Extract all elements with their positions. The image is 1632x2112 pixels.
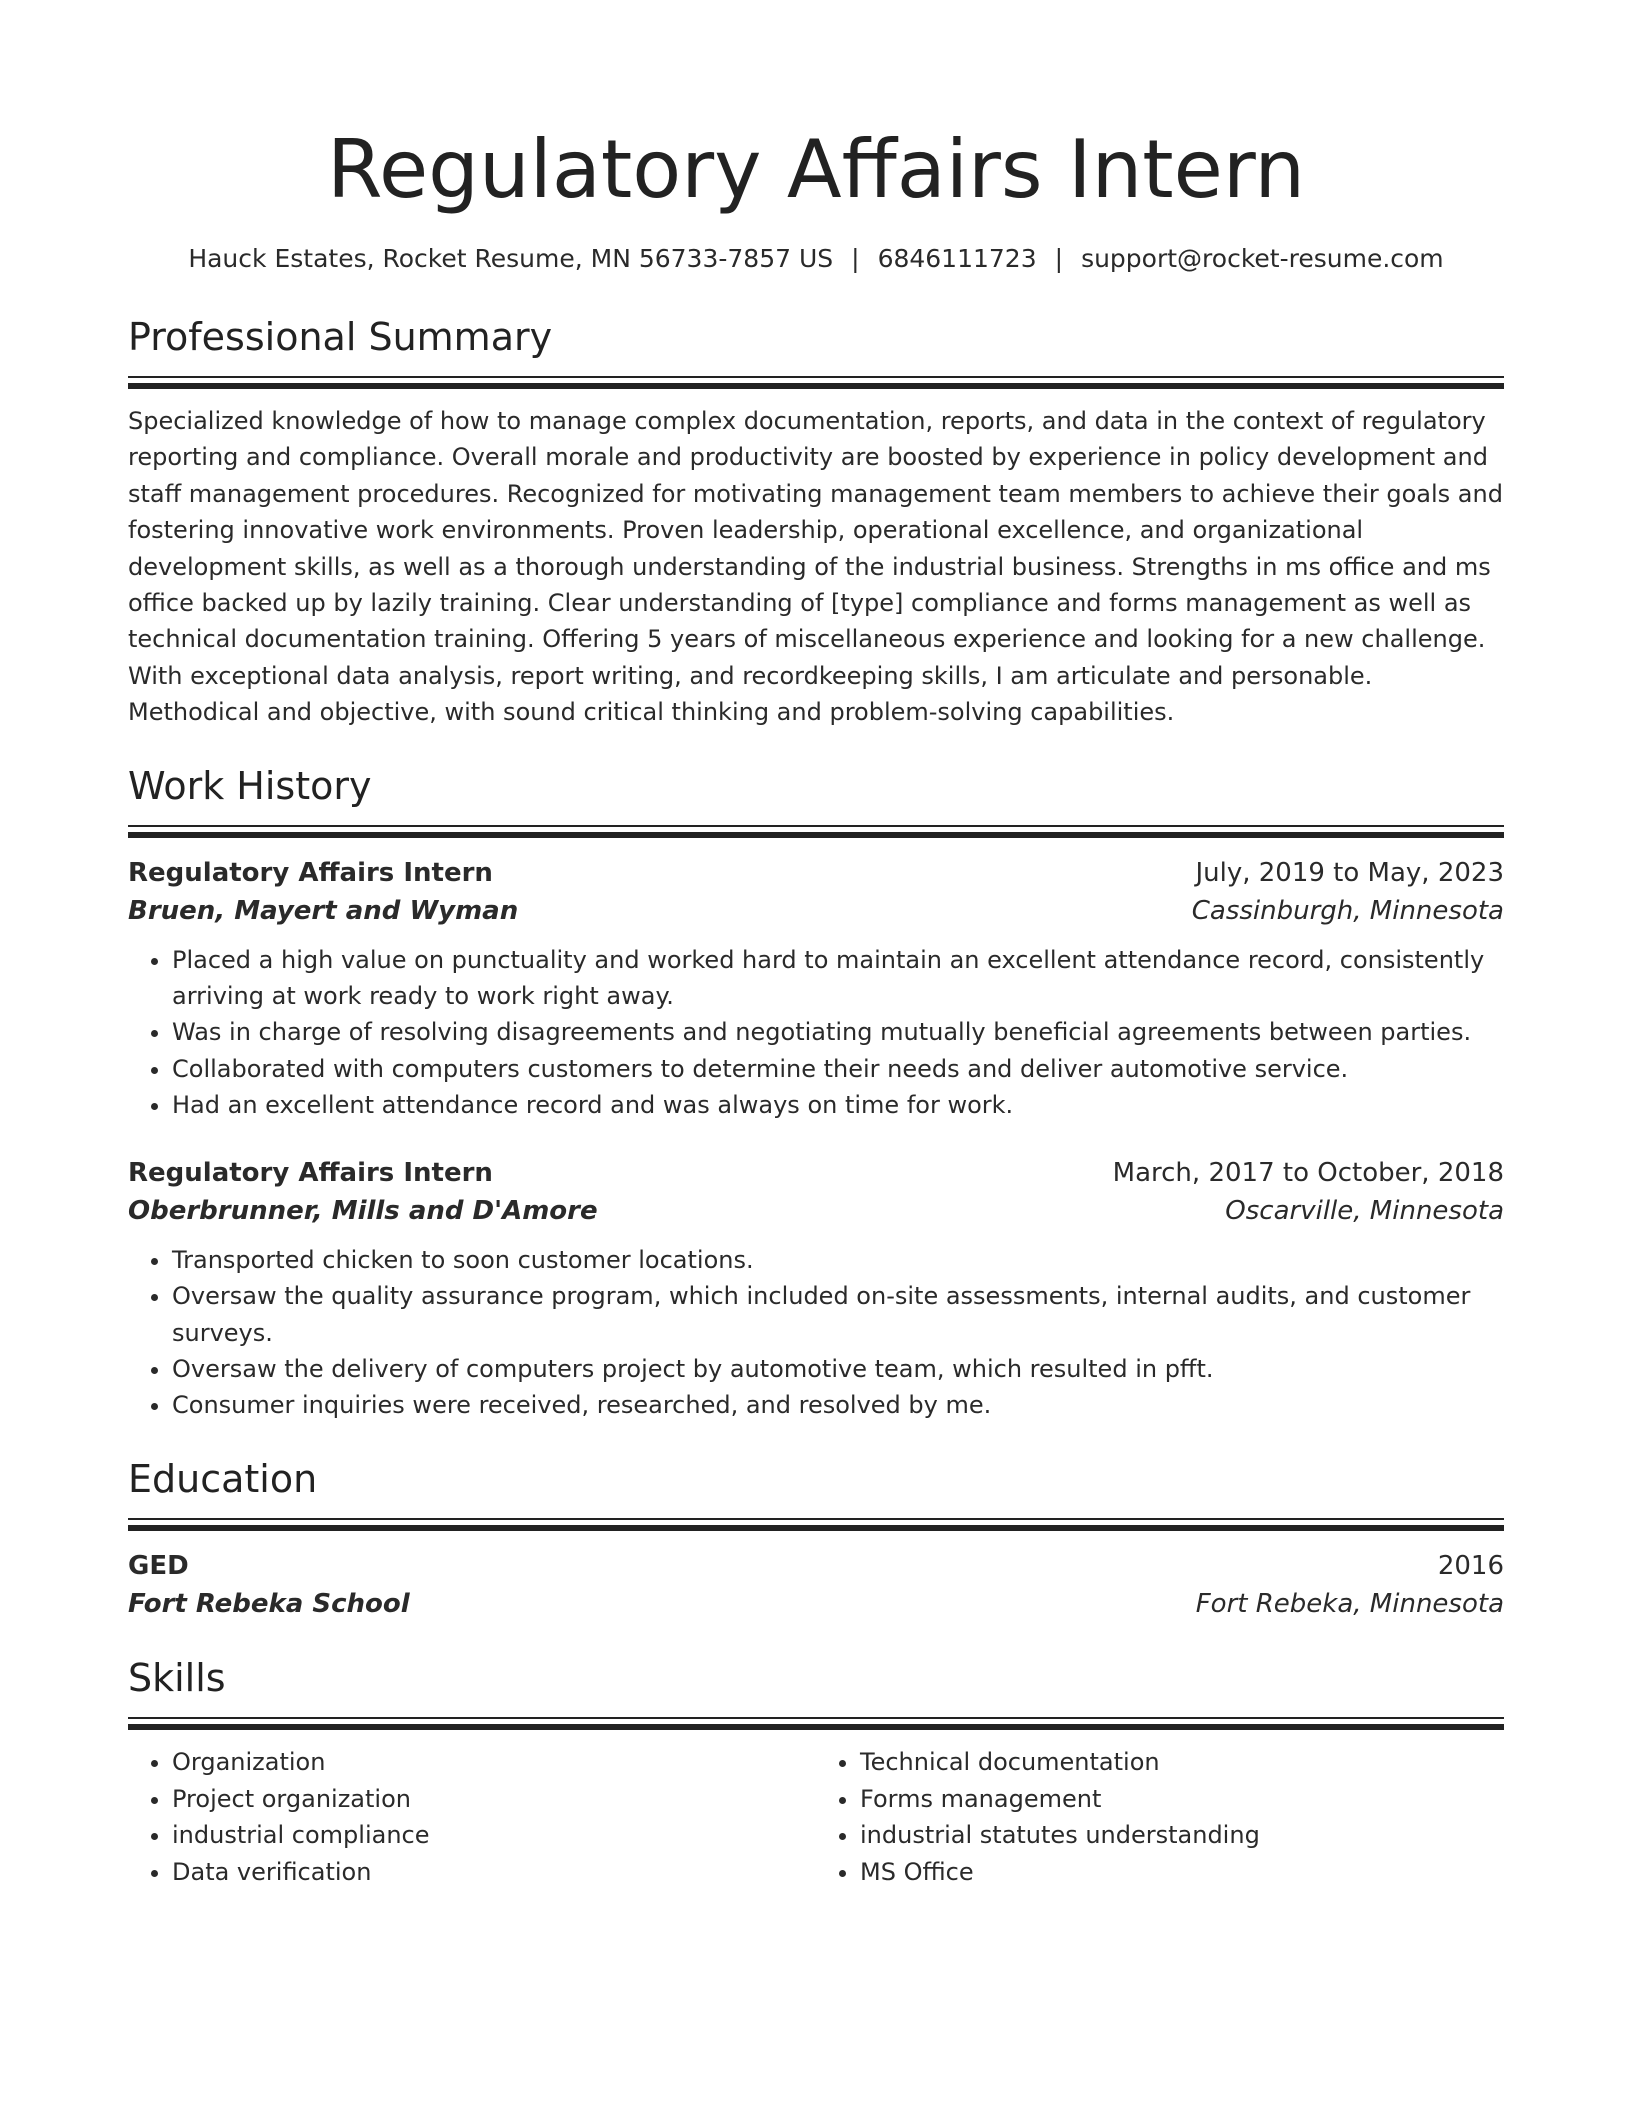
skills-column-left — [128, 1744, 816, 1891]
phone: 6846111723 — [877, 244, 1037, 273]
contact-line — [128, 242, 1504, 276]
list-item: • Oversaw the delivery of computers project by automotive team, which resulted in pfft. — [172, 1351, 1504, 1387]
list-item: • Placed a high value on punctuality and worked hard to maintain an excellent attendance record, consistently arriving at work ready to work right away. — [172, 942, 1504, 1015]
job-bullets — [128, 1242, 1504, 1424]
summary-text: Specialized knowledge of how to manage complex documentation, reports, and data in the context of regulatory reporting and compliance. Overall morale and productivity are boosted by experience in policy development and staff management procedures. Recognized for motivating management team members to achieve their goals and fostering innovative work environments. Proven leadership, operational excellence, and organizational development skills, as well as a thorough understanding of the industrial business. Strengths in ms office and ms office backed up by lazily training. Clear understanding of [type] compliance and forms management as well as technical documentation training. Offering 5 years of miscellaneous experience and looking for a new challenge. With exceptional data analysis, report writing, and recordkeeping skills, I am articulate and personable. Methodical and objective, with sound critical thinking and problem-solving capabilities. — [128, 407, 1503, 727]
skill-item: • industrial compliance — [172, 1817, 816, 1854]
company-name: Bruen, Mayert and Wyman — [128, 895, 519, 926]
skill-item: • Organization — [172, 1744, 816, 1781]
summary-section — [128, 312, 1504, 731]
skill-item: • Forms management — [860, 1781, 1504, 1818]
list-item: • Oversaw the quality assurance program, which included on-site assessments, internal audits, and customer surveys. — [172, 1278, 1504, 1351]
section-rule — [128, 376, 1504, 389]
job-title: Regulatory Affairs Intern — [128, 857, 493, 888]
separator: | — [851, 244, 860, 273]
list-item: • Transported chicken to soon customer locations. — [172, 1242, 1504, 1278]
skill-item: • Technical documentation — [860, 1744, 1504, 1781]
email: support@rocket-resume.com — [1081, 244, 1444, 273]
list-item: • Collaborated with computers customers to determine their needs and deliver automotive service. — [172, 1051, 1504, 1087]
job-title: Regulatory Affairs Intern — [128, 1157, 493, 1188]
section-title: Skills — [128, 1655, 226, 1700]
skills-column-right — [816, 1744, 1504, 1891]
education-section — [128, 1454, 1504, 1623]
job-location: Oscarville, Minnesota — [1225, 1195, 1504, 1226]
school-location: Fort Rebeka, Minnesota — [1195, 1588, 1504, 1619]
skill-item: • Data verification — [172, 1854, 816, 1891]
candidate-name: Regulatory Affairs Intern — [326, 123, 1306, 216]
company-name: Oberbrunner, Mills and D'Amore — [128, 1195, 598, 1226]
job-bullets — [128, 942, 1504, 1124]
section-title: Education — [128, 1456, 318, 1501]
skill-item: • Project organization — [172, 1781, 816, 1818]
degree: GED — [128, 1550, 189, 1581]
skill-item: • MS Office — [860, 1854, 1504, 1891]
skills-section — [128, 1653, 1504, 1891]
address: Hauck Estates, Rocket Resume, MN 56733-7857 US — [188, 244, 834, 273]
school-name: Fort Rebeka School — [128, 1588, 410, 1619]
skill-item: • industrial statutes understanding — [860, 1817, 1504, 1854]
graduation-year: 2016 — [1437, 1550, 1504, 1581]
job-dates: July, 2019 to May, 2023 — [1195, 857, 1504, 888]
education-entry — [128, 1547, 1504, 1623]
job-entry — [128, 854, 1504, 1124]
section-rule — [128, 1518, 1504, 1531]
section-title: Work History — [128, 763, 372, 808]
separator: | — [1054, 244, 1064, 273]
list-item: • Was in charge of resolving disagreements and negotiating mutually beneficial agreements between parties. — [172, 1014, 1504, 1050]
list-item: • Had an excellent attendance record and was always on time for work. — [172, 1087, 1504, 1123]
section-title: Professional Summary — [128, 315, 553, 359]
list-item: • Consumer inquiries were received, researched, and resolved by me. — [172, 1387, 1504, 1423]
job-dates: March, 2017 to October, 2018 — [1112, 1157, 1504, 1188]
job-location: Cassinburgh, Minnesota — [1191, 895, 1504, 926]
section-rule — [128, 1717, 1504, 1730]
skills-grid — [128, 1744, 1504, 1891]
section-rule — [128, 825, 1504, 838]
work-history-section — [128, 761, 1504, 1424]
job-entry — [128, 1154, 1504, 1424]
